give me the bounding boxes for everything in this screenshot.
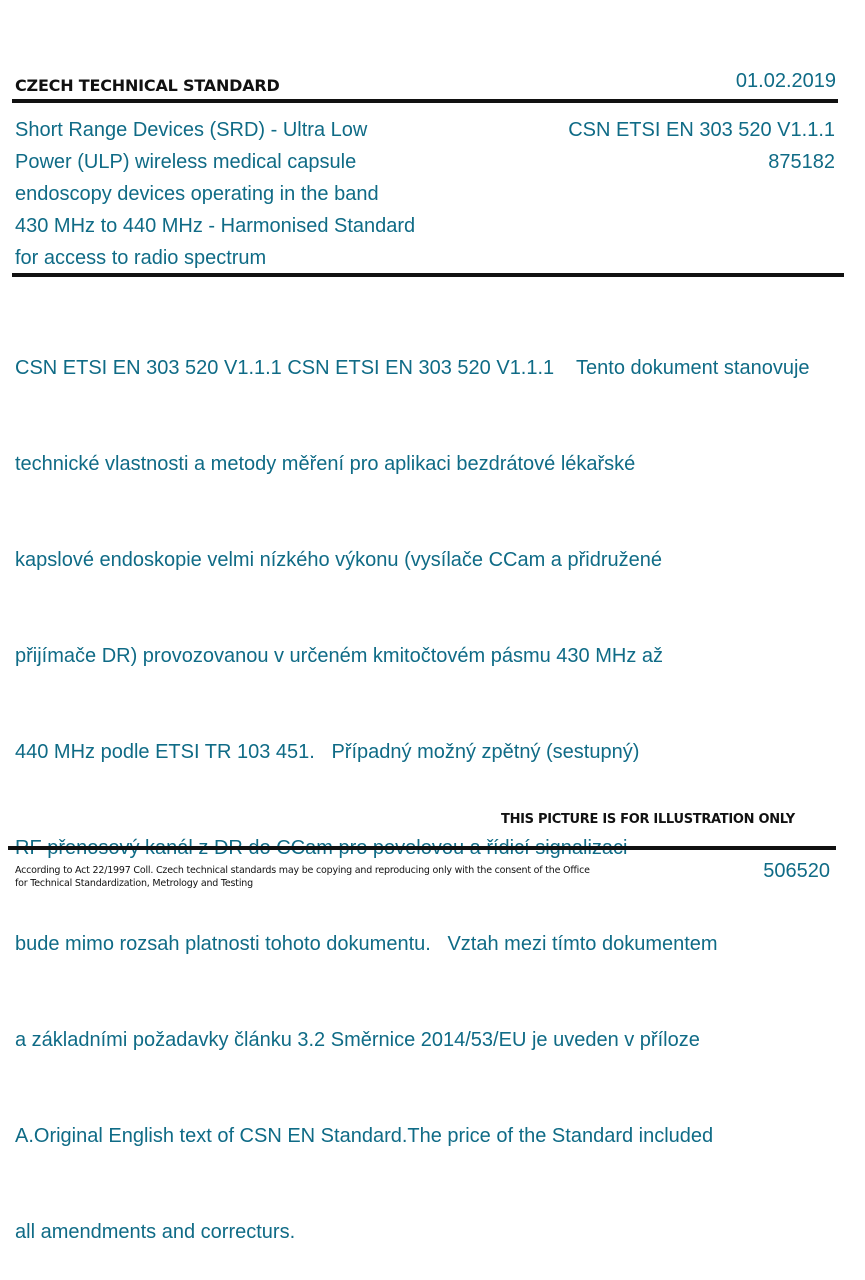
abstract-line: CSN ETSI EN 303 520 V1.1.1 CSN ETSI EN 303 520 V1.1.1 Tento dokument stanovuje: [15, 357, 810, 379]
publication-date: 01.02.2019: [735, 70, 836, 92]
abstract-line: kapslové endoskopie velmi nízkého výkonu (vysílače CCam a přidružené: [15, 549, 662, 571]
abstract-text: [15, 288, 865, 1280]
document-type-label: CZECH TECHNICAL STANDARD: [15, 76, 280, 95]
abstract-line: all amendments and correcturs.: [15, 1221, 296, 1243]
standard-title: [15, 114, 475, 274]
abstract-line: technické vlastnosti a metody měření pro aplikaci bezdrátové lékařské: [15, 453, 636, 475]
footer-document-number: 506520: [763, 860, 830, 882]
title-line: 430 MHz to 440 MHz - Harmonised Standard: [15, 215, 416, 237]
illustration-disclaimer: THIS PICTURE IS FOR ILLUSTRATION ONLY: [501, 812, 795, 827]
legal-notice: [15, 864, 590, 890]
title-line: Short Range Devices (SRD) - Ultra Low: [15, 119, 368, 141]
abstract-line: bude mimo rozsah platnosti tohoto dokumentu. Vztah mezi tímto dokumentem: [15, 933, 718, 955]
footer-divider: [8, 846, 836, 850]
title-line: Power (ULP) wireless medical capsule: [15, 151, 357, 173]
abstract-line: 440 MHz podle ETSI TR 103 451. Případný možný zpětný (sestupný): [15, 741, 640, 763]
standard-catalog-number: 875182: [768, 151, 835, 173]
legal-line: According to Act 22/1997 Coll. Czech technical standards may be copying and reproducing only with the consent of the Office: [15, 865, 590, 876]
abstract-line: a základními požadavky článku 3.2 Směrnice 2014/53/EU je uveden v příloze: [15, 1029, 700, 1051]
legal-line: for Technical Standardization, Metrology and Testing: [15, 878, 253, 889]
header-divider: [12, 99, 838, 103]
abstract-line: A.Original English text of CSN EN Standard.The price of the Standard included: [15, 1125, 714, 1147]
title-line: for access to radio spectrum: [15, 247, 267, 269]
standard-code: CSN ETSI EN 303 520 V1.1.1: [568, 119, 835, 141]
abstract-line: přijímače DR) provozovanou v určeném kmitočtovém pásmu 430 MHz až: [15, 645, 664, 667]
title-divider: [12, 273, 844, 277]
title-line: endoscopy devices operating in the band: [15, 183, 379, 205]
